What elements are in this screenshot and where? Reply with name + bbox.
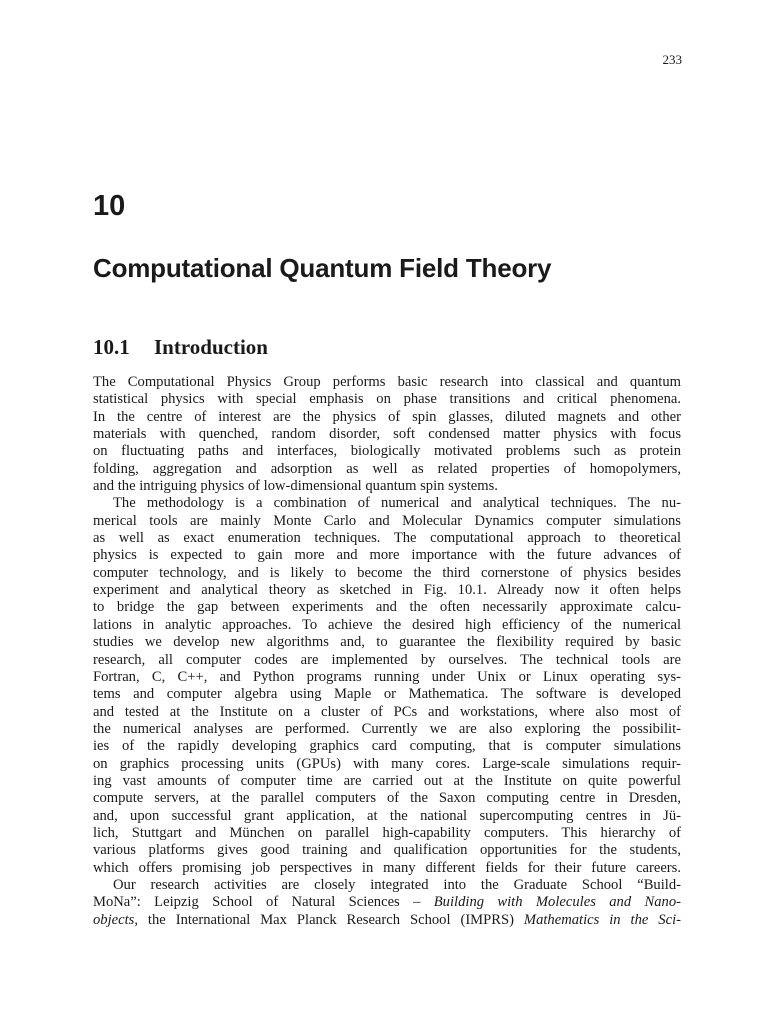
text-line: In the centre of interest are the physics of spin glasses, diluted magnets and other: [93, 408, 681, 425]
text-line: and tested at the Institute on a cluster of PCs and workstations, where also most of: [93, 703, 681, 720]
italic-title: Building with Molecules and Nano-: [433, 894, 681, 911]
chapter-title: Computational Quantum Field Theory: [93, 253, 552, 283]
text-line: which offers promising job perspectives in many different fields for their future careers.: [93, 859, 681, 876]
section-number: 10.1: [93, 335, 130, 359]
section-title: Introduction: [154, 335, 268, 359]
text-line: The Computational Physics Group performs basic research into classical and quantum: [93, 374, 681, 390]
text-line: statistical physics with special emphasis on phase transitions and critical phenomena.: [93, 391, 681, 408]
page-number: 233: [662, 52, 682, 67]
text-line: tems and computer algebra using Maple or Mathematica. The software is developed: [93, 686, 681, 703]
text-line: research, all computer codes are implemented by ourselves. The technical tools are: [93, 651, 681, 668]
text-line: to bridge the gap between experiments and the often necessarily approximate calcu-: [93, 599, 681, 616]
text-line: and, upon successful grant application, at the national supercomputing centres in Jü-: [93, 807, 681, 824]
section-heading: [93, 335, 268, 360]
text-line: on fluctuating paths and interfaces, biologically motivated problems such as protein: [93, 443, 681, 460]
chapter-number: 10: [93, 190, 126, 222]
text-line: merical tools are mainly Monte Carlo and Molecular Dynamics computer simulations: [93, 512, 681, 529]
text-line: materials with quenched, random disorder, soft condensed matter physics with focus: [93, 426, 681, 443]
text-line: studies we develop new algorithms and, to guarantee the flexibility required by basic: [93, 634, 681, 651]
text-line: The methodology is a combination of numerical and analytical techniques. The nu-: [113, 495, 681, 512]
text-segment: , the International Max Planck Research School (IMPRS): [134, 911, 524, 928]
text-line: folding, aggregation and adsorption as well as related properties of homopolymers,: [93, 460, 681, 477]
text-line: ing vast amounts of computer time are carried out at the Institute on quite powerful: [93, 772, 681, 789]
figure-reference-line: experiment and analytical theory as sketched in Fig. 10.1. Already now it often helps: [93, 582, 681, 599]
text-line: Our research activities are closely integrated into the Graduate School “Build-: [113, 876, 681, 893]
text-segment: MoNa”: Leipzig School of Natural Sciences –: [93, 894, 434, 911]
text-line: lich, Stuttgart and München on parallel high-capability computers. This hierarchy of: [93, 824, 681, 841]
text-line: compute servers, at the parallel computers of the Saxon computing centre in Dresden,: [93, 790, 681, 807]
text-line: [93, 894, 681, 911]
body-text: [93, 374, 681, 929]
italic-title: Mathematics in the Sci-: [523, 911, 681, 928]
text-line: ies of the rapidly developing graphics card computing, that is computer simulations: [93, 738, 681, 755]
text-line: computer technology, and is likely to become the third cornerstone of physics besides: [93, 564, 681, 581]
text-line: lations in analytic approaches. To achieve the desired high efficiency of the numerical: [93, 616, 681, 633]
text-line: the numerical analyses are performed. Currently we are also exploring the possibilit-: [93, 720, 681, 737]
text-line: [93, 912, 681, 929]
italic-title: objects: [93, 911, 135, 928]
text-line: on graphics processing units (GPUs) with many cores. Large-scale simulations requir-: [93, 755, 681, 772]
text-line: as well as exact enumeration techniques. The computational approach to theoretical: [93, 530, 681, 547]
text-line: and the intriguing physics of low-dimensional quantum spin systems.: [93, 478, 498, 495]
text-line: various platforms gives good training and qualification opportunities for the students,: [93, 842, 681, 859]
text-line: physics is expected to gain more and more importance with the future advances of: [93, 547, 681, 564]
text-line: Fortran, C, C++, and Python programs running under Unix or Linux operating sys-: [93, 668, 681, 685]
